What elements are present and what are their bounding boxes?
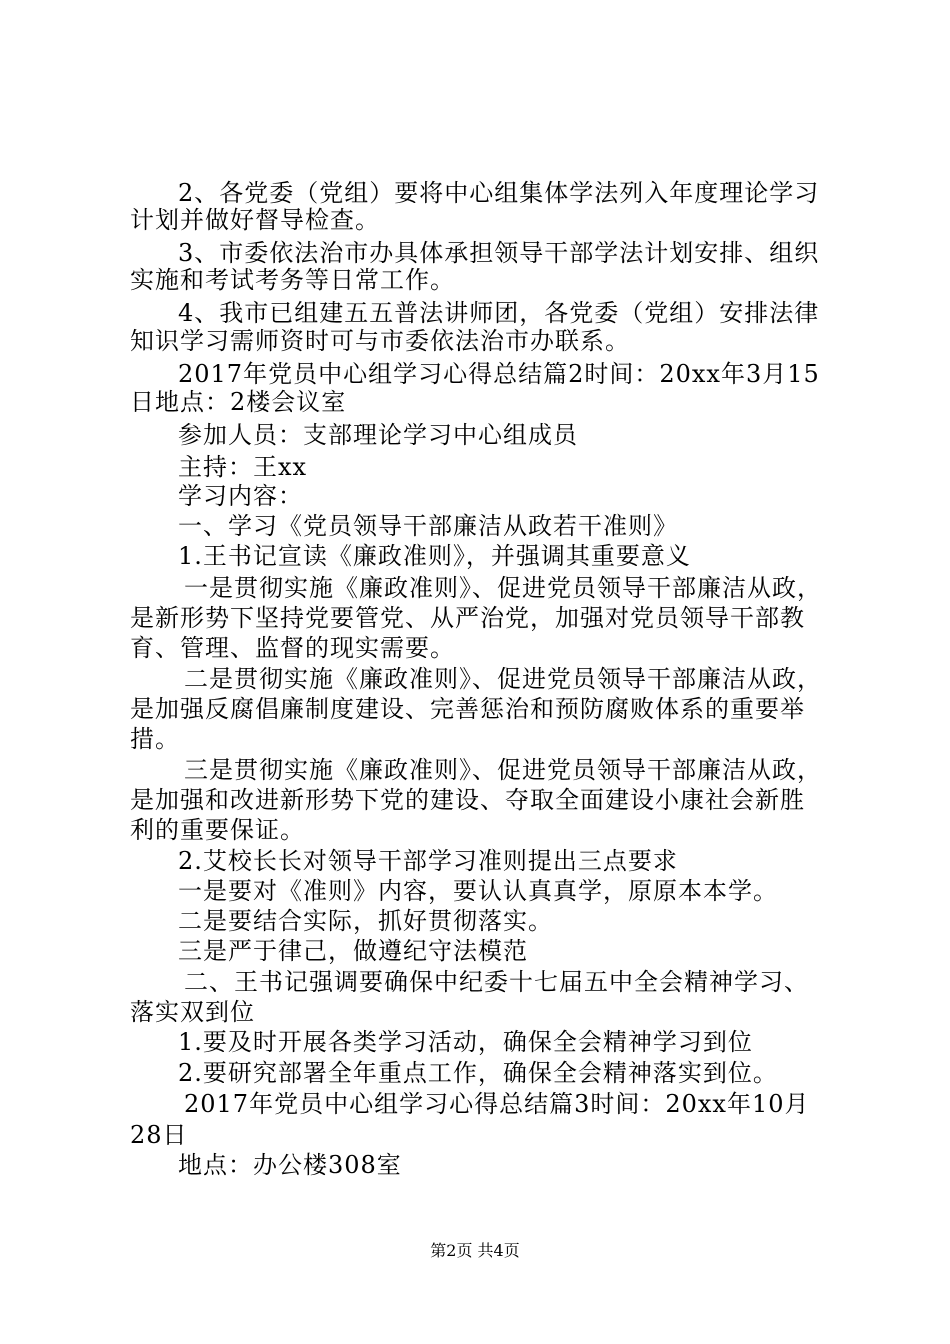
text-line: 是加强和改进新形势下党的建设、夺取全面建设小康社会新胜 xyxy=(130,786,805,814)
text-line: 2、各党委（党组）要将中心组集体学法列入年度理论学习 xyxy=(178,179,820,207)
text-line: 三是严于律己，做遵纪守法模范 xyxy=(178,937,528,965)
text-line: 三是贯彻实施《廉政准则》、促进党员领导干部廉洁从政， xyxy=(184,756,822,784)
text-line: 二是要结合实际，抓好贯彻落实。 xyxy=(178,907,553,935)
text-line: 是新形势下坚持党要管党、从严治党，加强对党员领导干部教 xyxy=(130,604,805,632)
text-line: 二、王书记强调要确保中纪委十七届五中全会精神学习、 xyxy=(184,968,809,996)
text-line: 4、我市已组建五五普法讲师团，各党委（党组）安排法律 xyxy=(178,299,820,327)
text-line: 一是要对《准则》内容，要认认真真学，原原本本学。 xyxy=(178,877,778,905)
text-line: 2.要研究部署全年重点工作，确保全会精神落实到位。 xyxy=(178,1059,778,1087)
text-line: 计划并做好督导检查。 xyxy=(130,206,380,234)
text-line: 利的重要保证。 xyxy=(130,816,305,844)
text-line: 育、管理、监督的现实需要。 xyxy=(130,634,455,662)
text-line: 学习内容： xyxy=(178,482,303,510)
text-line: 一是贯彻实施《廉政准则》、促进党员领导干部廉洁从政， xyxy=(184,574,822,602)
text-line: 知识学习需师资时可与市委依法治市办联系。 xyxy=(130,327,630,355)
text-line: 二是贯彻实施《廉政准则》、促进党员领导干部廉洁从政， xyxy=(184,665,822,693)
text-line: 实施和考试考务等日常工作。 xyxy=(130,266,455,294)
text-line: 3、市委依法治市办具体承担领导干部学法计划安排、组织 xyxy=(178,239,820,267)
text-line: 一、学习《党员领导干部廉洁从政若干准则》 xyxy=(178,512,678,540)
text-line: 措。 xyxy=(130,725,180,753)
text-line: 2017年党员中心组学习心得总结篇3时间：20xx年10月 xyxy=(184,1090,810,1118)
text-line: 28日 xyxy=(130,1121,188,1149)
page-number-footer: 第2页 共4页 xyxy=(430,1241,520,1260)
text-line: 1.要及时开展各类学习活动，确保全会精神学习到位 xyxy=(178,1028,753,1056)
text-line: 参加人员：支部理论学习中心组成员 xyxy=(178,421,578,449)
text-line: 2.艾校长长对领导干部学习准则提出三点要求 xyxy=(178,847,678,875)
text-line: 地点：办公楼308室 xyxy=(178,1151,402,1179)
text-line: 日地点：2楼会议室 xyxy=(130,388,347,416)
text-line: 2017年党员中心组学习心得总结篇2时间：20xx年3月15 xyxy=(178,360,820,388)
text-line: 1.王书记宣读《廉政准则》，并强调其重要意义 xyxy=(178,542,691,570)
text-line: 落实双到位 xyxy=(130,998,255,1026)
text-line: 主持：王xx xyxy=(178,453,308,481)
text-line: 是加强反腐倡廉制度建设、完善惩治和预防腐败体系的重要举 xyxy=(130,695,805,723)
